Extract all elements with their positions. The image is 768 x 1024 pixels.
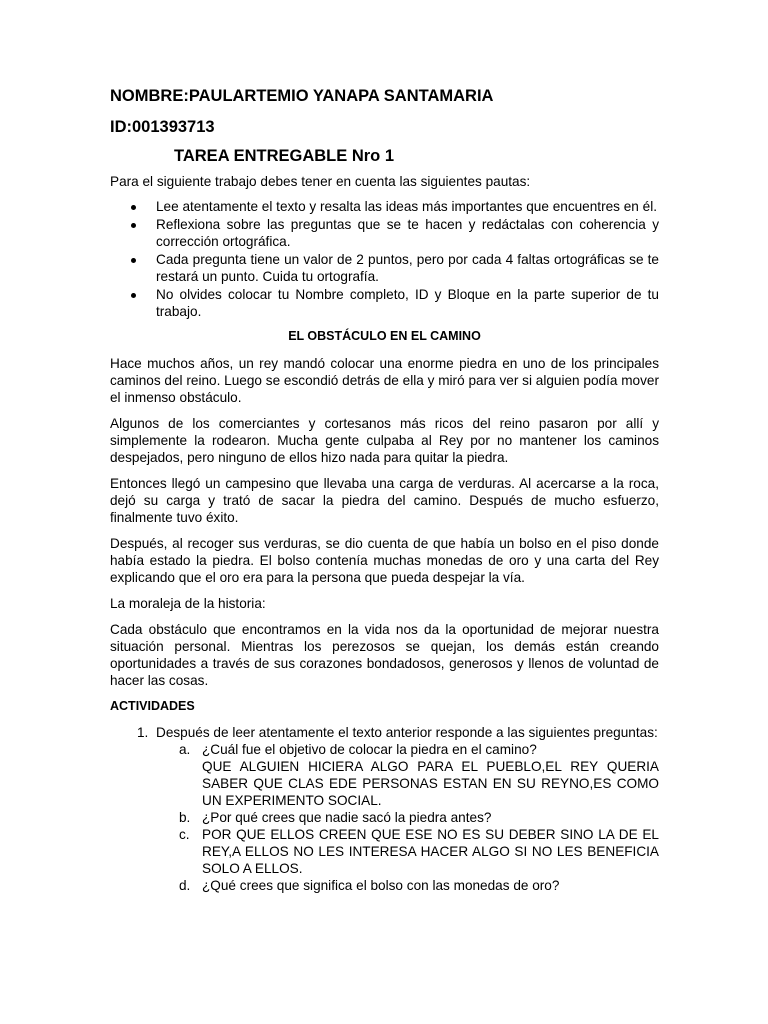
sub-question-item [110,826,659,877]
student-name-heading: NOMBRE:PAULARTEMIO YANAPA SANTAMARIA [110,87,494,105]
rule-text: Reflexiona sobre las preguntas que se te hacen y redáctalas con coherencia y corrección ortográfica. [156,217,659,249]
story-paragraph: Hace muchos años, un rey mandó colocar una enorme piedra en uno de los principales caminos del reino. Luego se escondió detrás de ella y miró para ver si alguien podía mover el inmenso obstáculo. [110,356,659,405]
rule-item [110,216,659,250]
sub-question-item [110,809,659,826]
sub-question-item [110,741,659,809]
story-paragraph: Después, al recoger sus verduras, se dio cuenta de que había un bolso en el piso donde había estado la piedra. El bolso contenía muchas monedas de oro y una carta del Rey explicando que el oro era para la persona que pueda despejar la vía. [110,536,659,585]
sub-question-letter: a. [179,742,191,757]
moral-text: Cada obstáculo que encontramos en la vida nos da la oportunidad de mejorar nuestra situación personal. Mientras los perezosos se quejan, los demás están creando oportunidades a través de sus corazones bondadosos, generosos y llenos de voluntad de hacer las cosas. [110,622,659,688]
student-id-heading: ID:001393713 [110,118,215,136]
sub-question-letter: c. [179,827,190,842]
sub-question-letter: b. [179,810,191,825]
document-page [110,86,659,894]
story-title: EL OBSTÁCULO EN EL CAMINO [288,329,481,343]
sub-question-text: ¿Qué crees que significa el bolso con las monedas de oro? [202,878,560,893]
moral-label: La moraleja de la historia: [110,596,266,611]
rule-item [110,251,659,285]
sub-question-text: ¿Cuál fue el objetivo de colocar la piedra en el camino? [202,742,537,757]
bullet-icon [131,223,136,228]
story-paragraph: Algunos de los comerciantes y cortesanos más ricos del reino pasaron por allí y simplemente la rodearon. Mucha gente culpaba al Rey por no mantener los caminos despejados, pero ninguno de ellos hizo nada para quitar la piedra. [110,416,659,465]
rule-text: Cada pregunta tiene un valor de 2 puntos, pero por cada 4 faltas ortográficas se te restará un punto. Cuida tu ortografía. [156,252,659,284]
bullet-icon [131,293,136,298]
sub-question-text: POR QUE ELLOS CREEN QUE ESE NO ES SU DEBER SINO LA DE EL REY,A ELLOS NO LES INTERESA HACER ALGO SI NO LES BENEFICIA SOLO A ELLOS. [202,827,659,876]
question-text: Después de leer atentamente el texto anterior responde a las siguientes preguntas: [156,725,658,740]
activities-title: ACTIVIDADES [110,699,195,713]
task-title: TAREA ENTREGABLE Nro 1 [174,147,395,165]
intro-text: Para el siguiente trabajo debes tener en cuenta las siguientes pautas: [110,174,531,189]
sub-question-text: ¿Por qué crees que nadie sacó la piedra antes? [202,810,492,825]
rule-item [110,198,659,215]
answer-text: QUE ALGUIEN HICIERA ALGO PARA EL PUEBLO,EL REY QUERIA SABER QUE CLAS EDE PERSONAS ESTAN EN SU REYNO,ES COMO UN EXPERIMENTO SOCIAL. [202,759,659,808]
rules-list [110,198,659,320]
bullet-icon [131,258,136,263]
question-item [110,724,659,741]
sub-question-letter: d. [179,878,191,893]
rule-item [110,286,659,320]
story-paragraph: Entonces llegó un campesino que llevaba una carga de verduras. Al acercarse a la roca, dejó su carga y trató de sacar la piedra del camino. Después de mucho esfuerzo, finalmente tuvo éxito. [110,476,659,525]
bullet-icon [131,205,136,210]
question-number: 1. [137,725,149,740]
sub-question-item [110,877,659,894]
rule-text: No olvides colocar tu Nombre completo, ID y Bloque en la parte superior de tu trabajo. [156,287,659,319]
rule-text: Lee atentamente el texto y resalta las ideas más importantes que encuentres en él. [156,199,657,214]
